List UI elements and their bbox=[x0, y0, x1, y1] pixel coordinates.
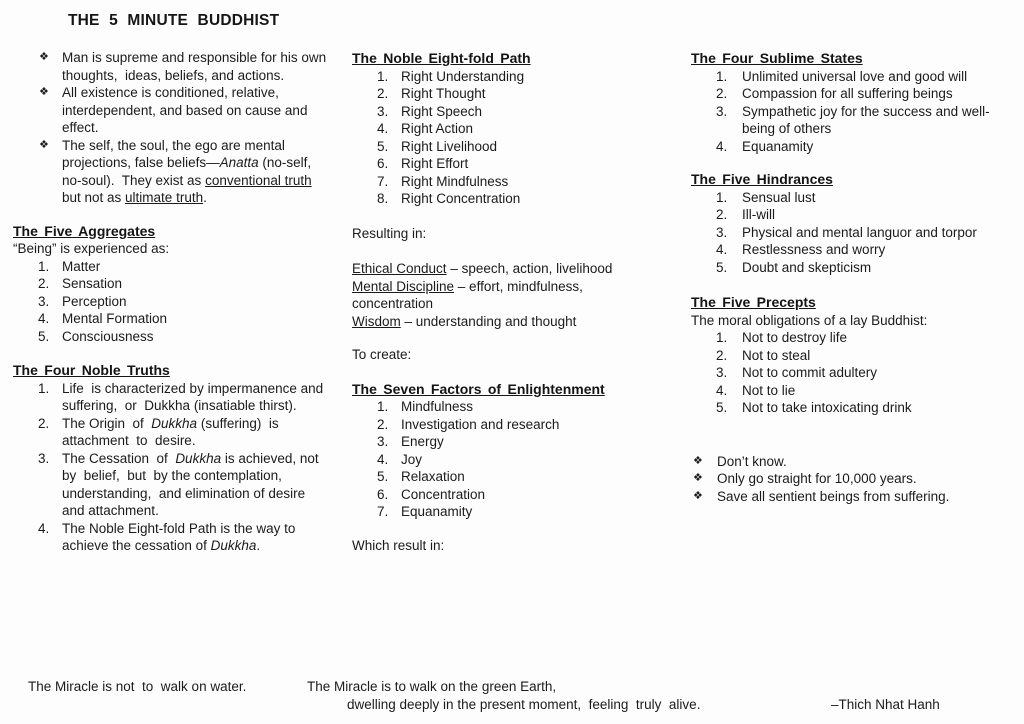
which-result-label: Which result in: bbox=[352, 537, 445, 553]
item-text: Not to destroy life bbox=[742, 330, 848, 345]
list-item bbox=[716, 241, 996, 259]
list-item bbox=[716, 206, 996, 224]
item-number: 2. bbox=[716, 347, 728, 363]
list-item bbox=[377, 138, 644, 156]
item-text: Doubt and skepticism bbox=[742, 259, 872, 275]
item-text: Sensation bbox=[62, 276, 123, 291]
item-text: Sympathetic joy for the success and well-being of others bbox=[742, 103, 990, 136]
item-text: Relaxation bbox=[401, 469, 465, 484]
list-item bbox=[716, 364, 996, 382]
diamond-bullet-icon: ❖ bbox=[693, 454, 703, 467]
list-item bbox=[38, 450, 327, 520]
item-text: Compassion for all suffering beings bbox=[742, 86, 953, 101]
list-item bbox=[377, 68, 644, 86]
item-text: Energy bbox=[401, 434, 444, 449]
item-text: Physical and mental languor and torpor bbox=[742, 224, 977, 240]
item-text: Concentration bbox=[401, 486, 486, 502]
item-text: Right Action bbox=[401, 121, 474, 136]
item-number: 5. bbox=[377, 469, 389, 484]
item-number: 2. bbox=[716, 207, 728, 222]
item-text: Not to lie bbox=[742, 382, 796, 398]
heading-seven-factors: The Seven Factors of Enlightenment bbox=[352, 380, 605, 397]
list-item bbox=[38, 310, 313, 328]
item-number: 4. bbox=[716, 138, 728, 154]
list-item bbox=[716, 103, 996, 138]
heading-five-aggregates: The Five Aggregates bbox=[13, 222, 156, 239]
list-item bbox=[716, 259, 996, 277]
list-item bbox=[716, 68, 996, 86]
list-item bbox=[38, 415, 327, 450]
item-text: Life is characterized by impermanence and suffering, or Dukkha (insatiable thirst). bbox=[62, 380, 327, 413]
bullet-text: Save all sentient beings from suffering. bbox=[717, 488, 950, 504]
item-number: 4. bbox=[716, 382, 728, 398]
list-item bbox=[716, 382, 996, 400]
item-text: Right Speech bbox=[401, 103, 483, 119]
item-number: 5. bbox=[716, 259, 728, 275]
four-sublime-states-list bbox=[691, 68, 996, 156]
item-number: 2. bbox=[377, 416, 389, 432]
item-number: 2. bbox=[716, 86, 728, 101]
list-item bbox=[377, 173, 644, 191]
item-number: 3. bbox=[38, 450, 50, 466]
diamond-bullet-icon: ❖ bbox=[693, 489, 703, 502]
diamond-bullet-icon: ❖ bbox=[693, 472, 703, 484]
intro-bullet-list bbox=[13, 49, 330, 207]
item-text: Mental Formation bbox=[62, 311, 168, 326]
bullet-item bbox=[693, 453, 996, 471]
five-aggregates-intro: “Being” is experienced as: bbox=[13, 241, 170, 256]
item-text: Right Concentration bbox=[401, 191, 521, 206]
heading-five-hindrances: The Five Hindrances bbox=[691, 171, 833, 187]
quote-line1-part1: The Miracle is not to walk on water. bbox=[28, 679, 247, 694]
diamond-bullet-icon: ❖ bbox=[39, 86, 49, 98]
item-text: Matter bbox=[62, 258, 101, 274]
item-number: 6. bbox=[377, 156, 389, 171]
item-number: 4. bbox=[38, 520, 50, 536]
bullet-item bbox=[693, 488, 996, 506]
list-item bbox=[377, 155, 644, 173]
resulting-in-label: Resulting in: bbox=[352, 225, 427, 241]
quote-line2: dwelling deeply in the present moment, feeling truly alive. bbox=[347, 697, 701, 712]
item-text: Not to steal bbox=[742, 347, 811, 363]
list-item bbox=[377, 85, 644, 103]
five-precepts-intro: The moral obligations of a lay Buddhist: bbox=[691, 312, 928, 328]
list-item bbox=[377, 190, 644, 208]
list-item bbox=[716, 347, 996, 365]
item-number: 1. bbox=[716, 68, 728, 84]
column-right bbox=[691, 0, 996, 505]
list-item bbox=[38, 275, 313, 293]
five-aggregates-list bbox=[13, 258, 313, 346]
item-number: 3. bbox=[377, 103, 389, 119]
item-number: 1. bbox=[377, 68, 389, 84]
list-item bbox=[716, 85, 996, 103]
seven-factors-list bbox=[352, 398, 644, 521]
item-number: 7. bbox=[377, 504, 389, 519]
bullet-text: Don’t know. bbox=[717, 453, 787, 469]
item-number: 5. bbox=[38, 328, 50, 344]
item-number: 1. bbox=[38, 258, 50, 274]
item-text: Right Effort bbox=[401, 156, 469, 171]
column-middle bbox=[352, 0, 644, 554]
heading-four-noble-truths: The Four Noble Truths bbox=[13, 362, 170, 378]
item-text: Consciousness bbox=[62, 328, 154, 344]
list-item bbox=[38, 293, 313, 311]
bullet-text: All existence is conditioned, relative, interdependent, and based on cause and effect. bbox=[62, 85, 312, 135]
item-number: 4. bbox=[377, 451, 389, 467]
bullet-item bbox=[39, 137, 330, 207]
item-text: Perception bbox=[62, 293, 127, 309]
list-item bbox=[377, 433, 644, 451]
list-item bbox=[377, 503, 644, 521]
item-number: 4. bbox=[38, 311, 50, 326]
path-results bbox=[352, 260, 644, 330]
item-number: 1. bbox=[716, 189, 728, 205]
heading-five-precepts: The Five Precepts bbox=[691, 294, 816, 310]
item-number: 7. bbox=[377, 173, 389, 189]
item-text: Joy bbox=[401, 451, 423, 467]
result-wisdom: Wisdom – understanding and thought bbox=[352, 313, 577, 329]
item-text: Right Mindfulness bbox=[401, 173, 509, 189]
bullet-text: Only go straight for 10,000 years. bbox=[717, 471, 917, 486]
item-number: 3. bbox=[377, 434, 389, 449]
item-text: The Cessation of Dukkha is achieved, not by belief, but by the contemplation, understanding, and elimination of desire and attachment. bbox=[62, 450, 327, 518]
result-ethical-conduct: Ethical Conduct – speech, action, livelihood bbox=[352, 261, 613, 276]
item-number: 8. bbox=[377, 191, 389, 206]
eightfold-path-list bbox=[352, 68, 644, 208]
item-number: 5. bbox=[377, 138, 389, 154]
diamond-bullet-icon: ❖ bbox=[39, 51, 49, 63]
heading-noble-eightfold-path: The Noble Eight-fold Path bbox=[352, 50, 531, 66]
item-number: 1. bbox=[716, 330, 728, 345]
item-number: 1. bbox=[377, 399, 389, 414]
item-number: 6. bbox=[377, 486, 389, 502]
bullet-text: The self, the soul, the ego are mental projections, false beliefs—Anatta (no-self, no-soul). They exist as conventional truth but not as ultimate truth. bbox=[62, 137, 316, 205]
item-number: 1. bbox=[38, 380, 50, 396]
item-number: 3. bbox=[716, 103, 728, 119]
quote-attribution: –Thich Nhat Hanh bbox=[831, 697, 940, 712]
bullet-item bbox=[39, 84, 330, 137]
quote-line1-part2: The Miracle is to walk on the green Earth, bbox=[307, 679, 557, 694]
list-item bbox=[377, 398, 644, 416]
item-number: 3. bbox=[716, 365, 728, 380]
item-text: Equanamity bbox=[742, 138, 814, 154]
item-number: 2. bbox=[38, 276, 50, 291]
closing-bullet-list bbox=[691, 453, 996, 506]
list-item bbox=[716, 138, 996, 156]
item-number: 3. bbox=[716, 224, 728, 240]
item-text: Unlimited universal love and good will bbox=[742, 68, 968, 84]
column-left bbox=[13, 0, 330, 555]
bullet-text: Man is supreme and responsible for his own thoughts, ideas, beliefs, and actions. bbox=[62, 50, 330, 83]
list-item bbox=[377, 120, 644, 138]
to-create-label: To create: bbox=[352, 347, 412, 362]
list-item bbox=[377, 451, 644, 469]
list-item bbox=[716, 189, 996, 207]
five-precepts-list bbox=[691, 329, 996, 417]
item-number: 5. bbox=[716, 400, 728, 415]
item-text: The Origin of Dukkha (suffering) is attachment to desire. bbox=[62, 415, 283, 448]
heading-four-sublime-states: The Four Sublime States bbox=[691, 50, 863, 66]
item-number: 4. bbox=[716, 242, 728, 257]
item-text: Restlessness and worry bbox=[742, 242, 886, 257]
item-text: Right Thought bbox=[401, 86, 486, 101]
list-item bbox=[377, 416, 644, 434]
page-title: THE 5 MINUTE BUDDHIST bbox=[68, 12, 280, 29]
list-item bbox=[377, 468, 644, 486]
item-text: Sensual lust bbox=[742, 189, 816, 205]
item-text: The Noble Eight-fold Path is the way to achieve the cessation of Dukkha. bbox=[62, 520, 300, 553]
item-text: Equanamity bbox=[401, 504, 473, 519]
item-text: Not to commit adultery bbox=[742, 365, 878, 380]
item-text: Investigation and research bbox=[401, 416, 560, 432]
list-item bbox=[377, 486, 644, 504]
item-text: Mindfulness bbox=[401, 399, 474, 414]
item-text: Ill-will bbox=[742, 207, 775, 222]
four-noble-truths-list bbox=[13, 380, 327, 555]
result-mental-discipline: Mental Discipline – effort, mindfulness, concentration bbox=[352, 278, 587, 311]
list-item bbox=[716, 399, 996, 417]
list-item bbox=[716, 329, 996, 347]
item-text: Right Livelihood bbox=[401, 138, 498, 154]
item-text: Not to take intoxicating drink bbox=[742, 400, 912, 415]
list-item bbox=[716, 224, 996, 242]
list-item bbox=[38, 258, 313, 276]
item-text: Right Understanding bbox=[401, 68, 525, 84]
bullet-item bbox=[39, 49, 330, 84]
diamond-bullet-icon: ❖ bbox=[39, 138, 49, 151]
five-hindrances-list bbox=[691, 189, 996, 277]
list-item bbox=[38, 328, 313, 346]
item-number: 2. bbox=[38, 415, 50, 431]
bullet-item bbox=[693, 470, 996, 488]
item-number: 2. bbox=[377, 86, 389, 101]
list-item bbox=[38, 380, 327, 415]
list-item bbox=[38, 520, 327, 555]
item-number: 3. bbox=[38, 293, 50, 309]
list-item bbox=[377, 103, 644, 121]
item-number: 4. bbox=[377, 121, 389, 136]
